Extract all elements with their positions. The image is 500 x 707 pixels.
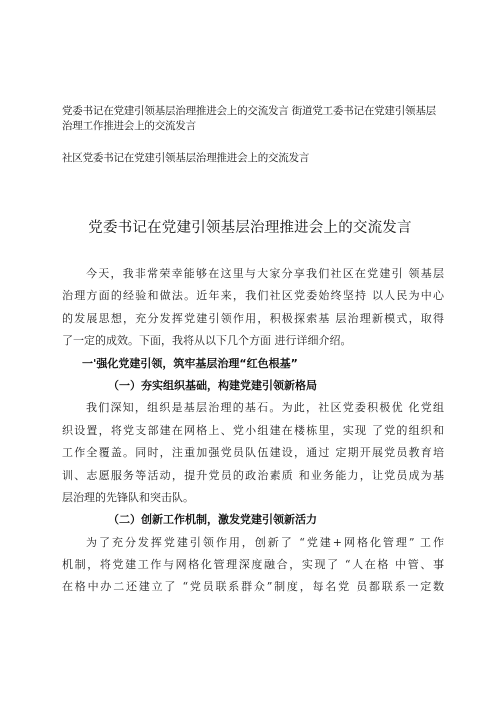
subsection-2-line: 为了充分发挥党建引领作用，创新了 “党建+网格化管理” 工作 [86, 535, 444, 549]
subsection-2-heading: （二）创新工作机制，激发党建引领新活力 [108, 513, 317, 527]
subsection-1-line: 训、志愿服务等活动，提升党员的政治素质 和业务能力，让党员成为基 [62, 468, 444, 482]
subsection-1-line: 层治理的先锋队和突击队。 [62, 490, 194, 504]
document-title: 党委书记在党建引领基层治理推进会上的交流发言 [88, 220, 412, 236]
subsection-2-line: 机制，将党建工作与网格化管理深度融合，实现了 “人在格 中管、事 [62, 558, 444, 572]
header-title-line-3: 社区党委书记在党建引领基层治理推进会上的交流发言 [62, 152, 310, 164]
subsection-1-line: 织设置，将党支部建在网格上、党小组建在楼栋里，实现 了党的组织和 [62, 423, 444, 437]
intro-line: 治理方面的经验和做法。近年来，我们社区党委始终坚持 以人民为中心 [62, 289, 444, 303]
subsection-2-line: 在格中办二还建立了 “党员联系群众”制度，每名党 员都联系一定数 [62, 580, 444, 594]
intro-line: 今天，我非常荣幸能够在这里与大家分享我们社区在党建引 领基层 [86, 267, 444, 280]
intro-line: 了一定的成效。下面，我将从以下几个方面 进行详细介绍。 [62, 334, 352, 348]
header-title-line-2: 治理工作推进会上的交流发言 [62, 120, 196, 132]
intro-line: 的发展思想，充分发挥党建引领作用，积极探索基 层治理新模式，取得 [62, 311, 444, 325]
header-title-line-1: 党委书记在党建引领基层治理推进会上的交流发言 街道党工委书记在党建引领基层 [62, 105, 436, 117]
subsection-1-line: 工作全覆盖。同时，注重加强党员队伍建设，通过 定期开展党员教育培 [62, 446, 444, 460]
intro-paragraph [62, 263, 444, 599]
subsection-1-line: 我们深知，组织是基层治理的基石。为此，社区党委积极优 化党组 [86, 401, 444, 415]
subsection-1-heading: （一）夯实组织基础，构建党建引领新格局 [108, 378, 317, 392]
section-1-heading: 一'强化党建引领，筑牢基层治理“红色根基” [82, 356, 298, 370]
header-block [62, 104, 442, 166]
